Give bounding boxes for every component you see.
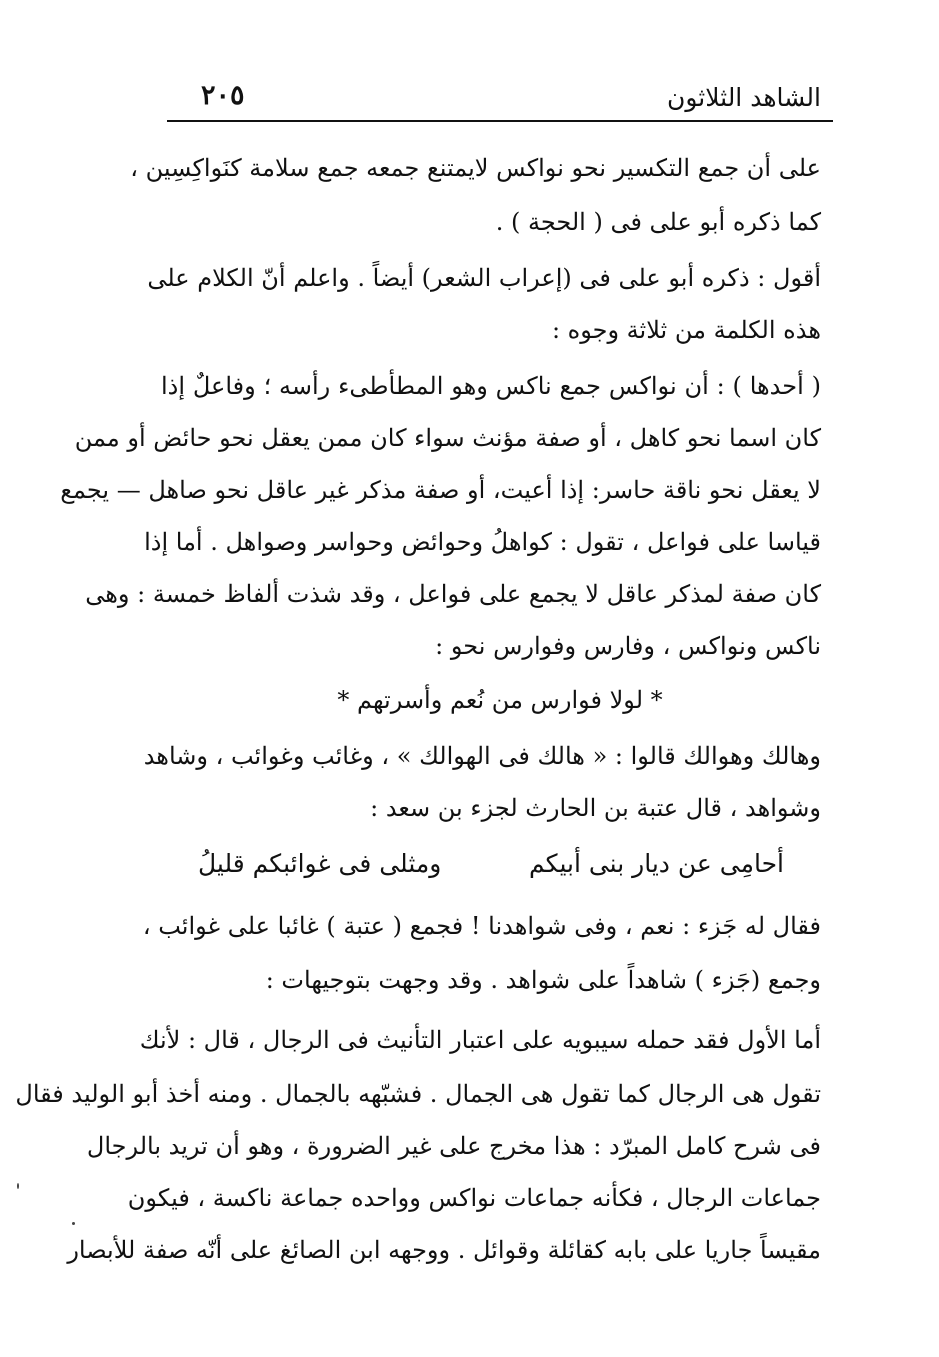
text-line: هذه الكلمة من ثلاثة وجوه : <box>551 316 821 344</box>
text-line: فى شرح كامل المبرّد : هذا مخرج على غير الضرورة ، وهو أن تريد بالرجال <box>86 1132 821 1160</box>
text-line: كما ذكره أبو على فى ( الحجة ) . <box>495 208 821 236</box>
text-line: تقول هى الرجال كما تقول هى الجمال . فشبّهه بالجمال . ومنه أخذ أبو الوليد فقال <box>15 1080 821 1108</box>
running-title: الشاهد الثلاثون <box>667 83 821 112</box>
text-line: أما الأول فقد حمله سيبويه على اعتبار التأنيث فى الرجال ، قال : لأنك <box>139 1026 821 1054</box>
header-rule <box>167 120 833 122</box>
text-line: جماعات الرجال ، فكأنه جماعات نواكس وواحده جماعة ناكسة ، فيكون <box>127 1184 821 1212</box>
text-line: على أن جمع التكسير نحو نواكس لايمتنع جمعه جمع سلامة كنَواكِسِين ، <box>130 154 821 182</box>
text-line: ( أحدها ) : أن نواكس جمع ناكس وهو المطأطىء رأسه ؛ وفاعلٌ إذا <box>161 372 821 400</box>
text-line: أقول : ذكره أبو على فى (إعراب الشعر) أيضاً . واعلم أنّ الكلام على <box>147 264 821 292</box>
text-line: لا يعقل نحو ناقة حاسر: إذا أعيت، أو صفة مذكر غير عاقل نحو صاهل — يجمع <box>60 476 821 504</box>
page-header <box>167 72 833 120</box>
text-line: وشواهد ، قال عتبة بن الحارث لجزء بن سعد : <box>370 794 821 822</box>
verse-first-hemistich: أحامِى عن ديار بنى أبيكم <box>529 849 784 878</box>
page-number: ٢٠٥ <box>201 80 245 111</box>
text-line: وجمع (جَزء ) شاهداً على شواهد . وقد وجهت بتوجيهات : <box>265 966 821 994</box>
text-line: كان صفة لمذكر عاقل لا يجمع على فواعل ، وقد شذت ألفاظ خمسة : وهى <box>85 580 821 608</box>
text-line: وهالك وهوالك قالوا : « هالك فى الهوالك » ، وغائب وغوائب ، وشاهد <box>143 742 821 770</box>
verse-second-hemistich: ومثلى فى غوائبكم قليلُ <box>198 849 442 878</box>
verse-line: * لولا فوارس من نُعم وأسرتهم * <box>337 686 663 714</box>
text-line: مقيساً جاريا على بابه كقائلة وقوائل . ووجهه ابن الصائغ على أنّه صفة للأبصار <box>67 1236 821 1264</box>
text-line: ناكس ونواكس ، وفارس وفوارس نحو : <box>435 632 821 660</box>
scan-speck <box>17 1183 19 1189</box>
text-line: كان اسما نحو كاهل ، أو صفة مؤنث سواء كان ممن يعقل نحو حائض أو ممن <box>74 424 821 452</box>
text-line: قياسا على فواعل ، تقول : كواهلُ وحوائض وحواسر وصواهل . أما إذا <box>144 528 821 556</box>
scan-speck <box>72 1222 75 1225</box>
text-line: فقال له جَزء : نعم ، وفى شواهدنا ! فجمع ( عتبة ) غائبا على غوائب ، <box>142 912 821 940</box>
